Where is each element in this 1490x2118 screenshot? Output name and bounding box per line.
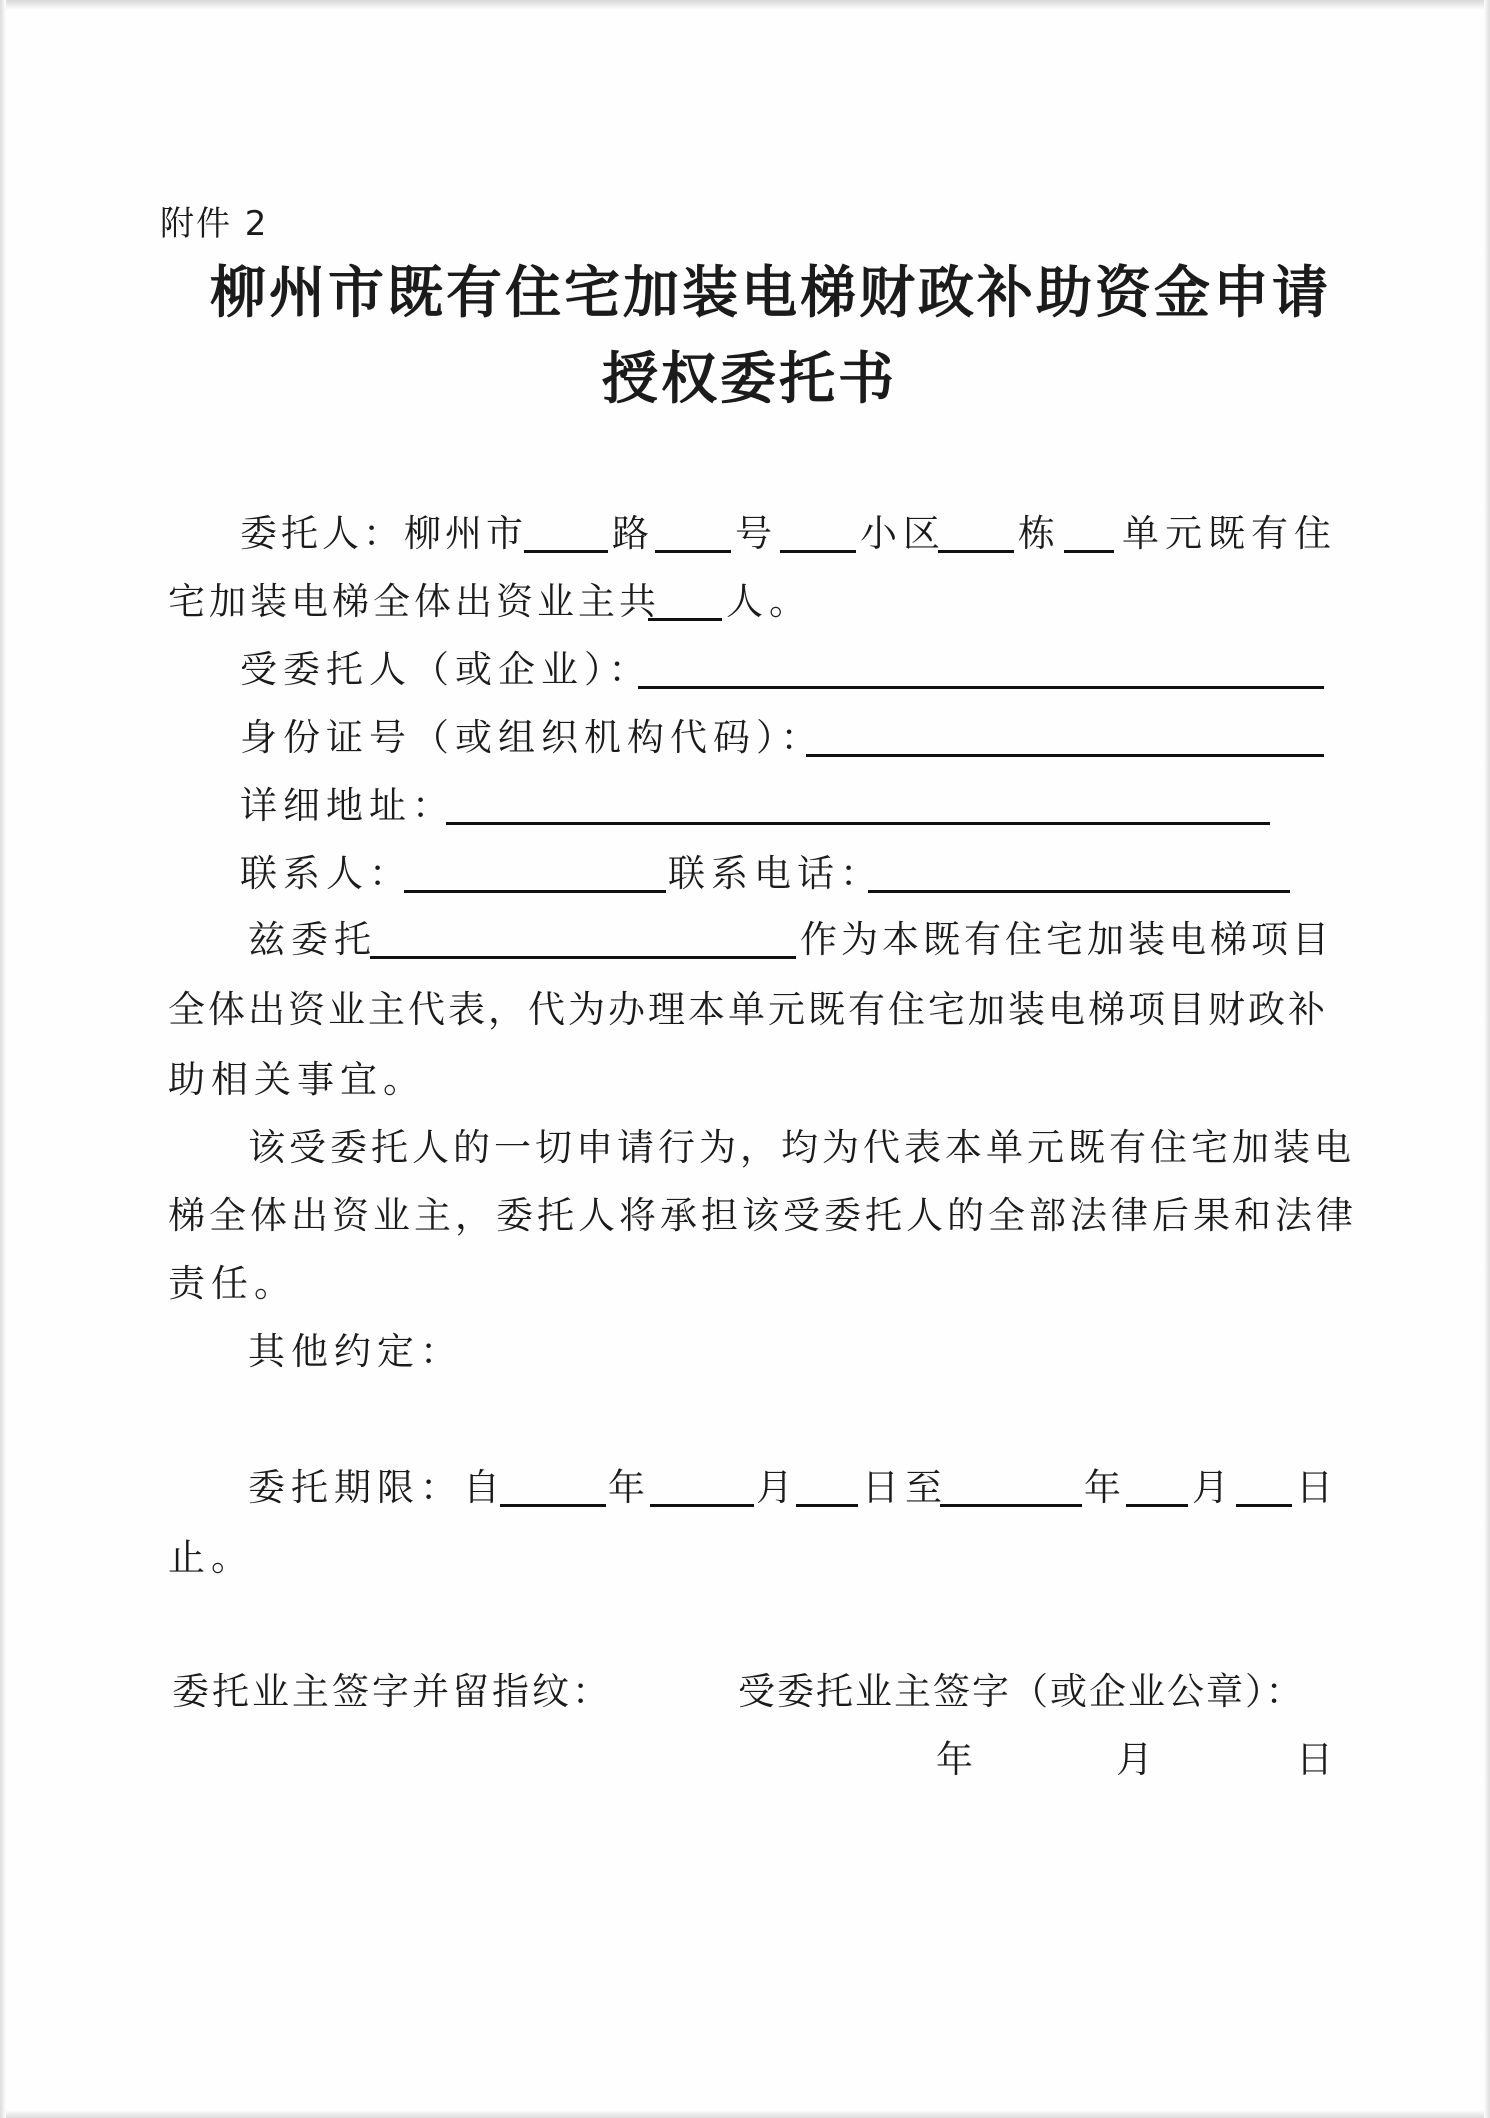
- agent-blank[interactable]: [638, 686, 1324, 689]
- agent-label: 受委托人（或企业）：: [240, 648, 652, 691]
- liability-line1: 该受委托人的一切申请行为，均为代表本单元既有住宅加装电: [248, 1126, 1355, 1169]
- number-blank[interactable]: [655, 550, 731, 553]
- date-day-label: 日: [1296, 1738, 1339, 1781]
- term-end-year-blank[interactable]: [940, 1504, 1082, 1507]
- entrust-blank[interactable]: [370, 956, 796, 959]
- contact-label: 联系人：: [240, 852, 412, 895]
- term-end-day-blank[interactable]: [1236, 1504, 1292, 1507]
- scan-edge-left: [0, 0, 6, 2118]
- entrust-line2: 全体出资业主代表，代为办理本单元既有住宅加装电梯项目财政补: [168, 988, 1328, 1031]
- principal-signature-label: 委托业主签字并留指纹：: [172, 1670, 612, 1713]
- phone-label: 联系电话：: [668, 852, 883, 895]
- id-blank[interactable]: [806, 754, 1324, 757]
- phone-blank[interactable]: [868, 890, 1290, 893]
- contact-blank[interactable]: [404, 890, 666, 893]
- term-month1-label: 月: [756, 1466, 799, 1509]
- scan-edge-top: [0, 0, 1490, 10]
- number-label: 号: [735, 512, 778, 555]
- term-start-month-blank[interactable]: [650, 1504, 754, 1507]
- community-blank[interactable]: [780, 550, 856, 553]
- owners-count-blank[interactable]: [648, 618, 722, 621]
- document-title-line2: 授权委托书: [602, 347, 897, 412]
- liability-line3: 责任。: [168, 1262, 297, 1305]
- term-end-label: 止。: [168, 1536, 254, 1579]
- entrust-suffix: 作为本既有住宅加装电梯项目: [800, 918, 1333, 961]
- attachment-label: 附件 2: [160, 204, 269, 244]
- term-end-month-blank[interactable]: [1126, 1504, 1188, 1507]
- owners-count-prefix: 宅加装电梯全体出资业主共: [168, 580, 660, 623]
- principal-label: 委托人：柳州市: [240, 512, 527, 555]
- building-label: 栋: [1018, 512, 1061, 555]
- address-blank[interactable]: [446, 822, 1270, 825]
- document-title-line1: 柳州市既有住宅加装电梯财政补助资金申请: [210, 261, 1331, 326]
- road-label: 路: [612, 512, 655, 555]
- entrust-line3: 助相关事宜。: [168, 1058, 426, 1101]
- community-label: 小区: [860, 512, 946, 555]
- term-label: 委托期限：自: [248, 1466, 506, 1509]
- scan-edge-bottom: [0, 2110, 1490, 2118]
- date-month-label: 月: [1116, 1738, 1159, 1781]
- id-label: 身份证号（或组织机构代码）：: [240, 716, 824, 759]
- term-day-to-label: 日至: [862, 1466, 948, 1509]
- term-start-year-blank[interactable]: [500, 1504, 606, 1507]
- term-month2-label: 月: [1192, 1466, 1235, 1509]
- address-label: 详细地址：: [240, 784, 455, 827]
- term-start-day-blank[interactable]: [796, 1504, 858, 1507]
- term-year2-label: 年: [1084, 1466, 1127, 1509]
- date-year-label: 年: [936, 1738, 979, 1781]
- scan-edge-right: [1484, 0, 1490, 2118]
- unit-blank[interactable]: [1064, 550, 1114, 553]
- liability-line2: 梯全体出资业主，委托人将承担该受委托人的全部法律后果和法律: [168, 1194, 1357, 1237]
- term-year1-label: 年: [608, 1466, 651, 1509]
- other-agreement-label: 其他约定：: [248, 1330, 463, 1373]
- road-blank[interactable]: [524, 550, 608, 553]
- building-blank[interactable]: [938, 550, 1014, 553]
- unit-suffix: 单元既有住: [1122, 512, 1337, 555]
- entrust-prefix: 兹委托: [248, 918, 377, 961]
- term-day2-label: 日: [1296, 1466, 1339, 1509]
- owners-count-suffix: 人。: [726, 580, 812, 623]
- agent-signature-label: 受委托业主签字（或企业公章）：: [738, 1670, 1305, 1713]
